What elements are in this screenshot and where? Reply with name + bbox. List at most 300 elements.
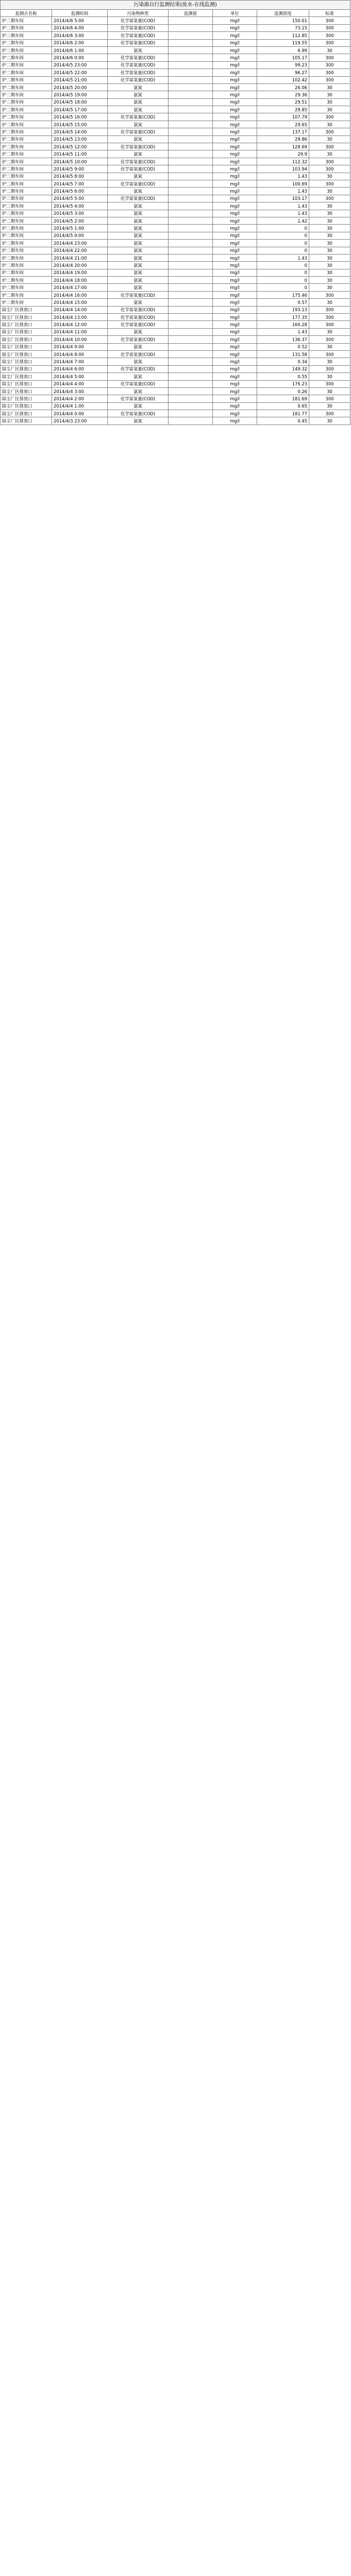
table-body [1, 17, 350, 425]
cell-concentration: 181.69 [257, 395, 309, 402]
cell-time: 2014/4/4 3:00 [52, 387, 108, 395]
cell-standard: 300 [309, 76, 350, 83]
cell-pollutant: 氨氮 [108, 402, 169, 410]
cell-time: 2014/4/4 2:00 [52, 395, 108, 402]
cell-value [169, 387, 213, 395]
cell-point: 炉二期车间 [1, 128, 52, 135]
cell-pollutant: 化学需氧量(COD) [108, 113, 169, 121]
cell-concentration: 29.36 [257, 91, 309, 98]
cell-concentration: 1.43 [257, 173, 309, 180]
cell-standard: 30 [309, 262, 350, 269]
cell-standard: 30 [309, 373, 350, 380]
cell-value [169, 17, 213, 24]
cell-pollutant: 化学需氧量(COD) [108, 350, 169, 358]
cell-pollutant: 氨氮 [108, 225, 169, 232]
table-row [1, 32, 350, 39]
cell-time: 2014/4/4 14:00 [52, 306, 108, 313]
table-row [1, 328, 350, 335]
cell-value [169, 98, 213, 106]
cell-time: 2014/4/5 2:00 [52, 217, 108, 224]
monitoring-table [0, 0, 350, 425]
cell-time: 2014/4/6 3:00 [52, 32, 108, 39]
cell-unit: mg/l [213, 277, 257, 284]
cell-pollutant: 氨氮 [108, 387, 169, 395]
cell-time: 2014/4/5 1:00 [52, 225, 108, 232]
cell-value [169, 314, 213, 321]
table-row [1, 46, 350, 54]
cell-unit: mg/l [213, 135, 257, 143]
cell-value [169, 113, 213, 121]
cell-pollutant: 氨氮 [108, 188, 169, 195]
cell-point: 炉二期车间 [1, 195, 52, 202]
cell-value [169, 210, 213, 217]
cell-standard: 30 [309, 225, 350, 232]
cell-concentration: 0 [257, 247, 309, 254]
cell-pollutant: 氨氮 [108, 106, 169, 113]
table-row [1, 336, 350, 343]
cell-unit: mg/l [213, 32, 257, 39]
cell-pollutant: 化学需氧量(COD) [108, 39, 169, 46]
cell-time: 2014/4/4 12:00 [52, 321, 108, 328]
cell-unit: mg/l [213, 24, 257, 31]
cell-time: 2014/4/3 23:00 [52, 417, 108, 425]
cell-value [169, 106, 213, 113]
cell-point: 除尘厂区排放口 [1, 321, 52, 328]
cell-point: 炉二期车间 [1, 54, 52, 61]
cell-standard: 300 [309, 291, 350, 298]
table-row [1, 98, 350, 106]
table-row [1, 291, 350, 298]
cell-value [169, 262, 213, 269]
cell-concentration: 137.17 [257, 128, 309, 135]
cell-point: 炉二期车间 [1, 69, 52, 76]
cell-concentration: 0.45 [257, 417, 309, 425]
cell-pollutant: 氨氮 [108, 284, 169, 291]
cell-concentration: 29.65 [257, 121, 309, 128]
cell-point: 除尘厂区排放口 [1, 387, 52, 395]
cell-standard: 30 [309, 328, 350, 335]
cell-concentration: 103.94 [257, 165, 309, 173]
cell-concentration: 100.69 [257, 180, 309, 187]
cell-point: 炉二期车间 [1, 247, 52, 254]
cell-unit: mg/l [213, 210, 257, 217]
cell-value [169, 358, 213, 365]
cell-value [169, 365, 213, 372]
cell-concentration: 0 [257, 232, 309, 239]
table-row [1, 135, 350, 143]
cell-standard: 30 [309, 277, 350, 284]
table-row [1, 277, 350, 284]
cell-time: 2014/4/5 16:00 [52, 113, 108, 121]
cell-unit: mg/l [213, 121, 257, 128]
cell-unit: mg/l [213, 232, 257, 239]
cell-pollutant: 氨氮 [108, 262, 169, 269]
cell-unit: mg/l [213, 188, 257, 195]
cell-unit: mg/l [213, 417, 257, 425]
cell-time: 2014/4/6 2:00 [52, 39, 108, 46]
cell-unit: mg/l [213, 91, 257, 98]
cell-value [169, 188, 213, 195]
cell-point: 炉二期车间 [1, 158, 52, 165]
cell-concentration: 1.43 [257, 328, 309, 335]
cell-concentration: 0 [257, 269, 309, 276]
cell-value [169, 69, 213, 76]
cell-time: 2014/4/5 6:00 [52, 188, 108, 195]
cell-unit: mg/l [213, 358, 257, 365]
cell-time: 2014/4/4 21:00 [52, 254, 108, 261]
cell-pollutant: 氨氮 [108, 150, 169, 158]
cell-point: 炉二期车间 [1, 135, 52, 143]
cell-pollutant: 化学需氧量(COD) [108, 336, 169, 343]
cell-unit: mg/l [213, 202, 257, 210]
cell-time: 2014/4/4 23:00 [52, 240, 108, 247]
cell-concentration: 0 [257, 277, 309, 284]
cell-time: 2014/4/4 0:00 [52, 410, 108, 417]
cell-unit: mg/l [213, 165, 257, 173]
cell-concentration: 150.01 [257, 17, 309, 24]
cell-standard: 30 [309, 417, 350, 425]
cell-value [169, 254, 213, 261]
cell-pollutant: 氨氮 [108, 46, 169, 54]
cell-point: 除尘厂区排放口 [1, 350, 52, 358]
cell-time: 2014/4/4 20:00 [52, 262, 108, 269]
cell-value [169, 247, 213, 254]
table-row [1, 76, 350, 83]
cell-time: 2014/4/4 1:00 [52, 402, 108, 410]
cell-standard: 30 [309, 232, 350, 239]
column-header-point: 监测点名称 [1, 10, 52, 17]
cell-time: 2014/4/5 19:00 [52, 91, 108, 98]
cell-unit: mg/l [213, 373, 257, 380]
cell-standard: 300 [309, 180, 350, 187]
cell-standard: 300 [309, 143, 350, 150]
cell-concentration: 0.52 [257, 343, 309, 350]
table-row [1, 202, 350, 210]
cell-standard: 300 [309, 314, 350, 321]
cell-value [169, 150, 213, 158]
cell-unit: mg/l [213, 247, 257, 254]
cell-point: 炉二期车间 [1, 76, 52, 83]
cell-value [169, 306, 213, 313]
cell-time: 2014/4/4 17:00 [52, 284, 108, 291]
cell-point: 炉二期车间 [1, 165, 52, 173]
table-row [1, 232, 350, 239]
cell-standard: 30 [309, 91, 350, 98]
cell-unit: mg/l [213, 46, 257, 54]
cell-standard: 30 [309, 269, 350, 276]
header-row [1, 10, 350, 17]
cell-unit: mg/l [213, 306, 257, 313]
cell-standard: 300 [309, 306, 350, 313]
cell-concentration: 73.15 [257, 24, 309, 31]
cell-concentration: 107.79 [257, 113, 309, 121]
cell-pollutant: 氨氮 [108, 343, 169, 350]
cell-value [169, 225, 213, 232]
cell-concentration: 1.42 [257, 217, 309, 224]
cell-concentration: 128.69 [257, 143, 309, 150]
cell-pollutant: 氨氮 [108, 358, 169, 365]
cell-time: 2014/4/5 5:00 [52, 195, 108, 202]
cell-unit: mg/l [213, 173, 257, 180]
cell-unit: mg/l [213, 262, 257, 269]
cell-unit: mg/l [213, 195, 257, 202]
cell-pollutant: 化学需氧量(COD) [108, 314, 169, 321]
cell-time: 2014/4/5 13:00 [52, 135, 108, 143]
cell-time: 2014/4/4 7:00 [52, 358, 108, 365]
cell-concentration: 29.85 [257, 106, 309, 113]
cell-time: 2014/4/4 11:00 [52, 328, 108, 335]
cell-point: 除尘厂区排放口 [1, 358, 52, 365]
cell-value [169, 54, 213, 61]
cell-point: 炉二期车间 [1, 188, 52, 195]
cell-concentration: 102.42 [257, 76, 309, 83]
cell-time: 2014/4/4 8:00 [52, 350, 108, 358]
cell-pollutant: 化学需氧量(COD) [108, 321, 169, 328]
table-row [1, 188, 350, 195]
cell-standard: 30 [309, 402, 350, 410]
cell-unit: mg/l [213, 83, 257, 91]
cell-pollutant: 化学需氧量(COD) [108, 180, 169, 187]
cell-concentration: 0.34 [257, 358, 309, 365]
column-header-concentration: 监测浓度 [257, 10, 309, 17]
cell-time: 2014/4/4 19:00 [52, 269, 108, 276]
cell-point: 除尘厂区排放口 [1, 314, 52, 321]
cell-standard: 30 [309, 240, 350, 247]
table-row [1, 350, 350, 358]
cell-concentration: 0 [257, 262, 309, 269]
table-row [1, 262, 350, 269]
cell-pollutant: 氨氮 [108, 83, 169, 91]
table-row [1, 54, 350, 61]
table-row [1, 217, 350, 224]
cell-standard: 300 [309, 17, 350, 24]
cell-value [169, 165, 213, 173]
table-row [1, 225, 350, 232]
cell-time: 2014/4/4 18:00 [52, 277, 108, 284]
cell-concentration: 103.17 [257, 195, 309, 202]
cell-point: 炉二期车间 [1, 173, 52, 180]
cell-standard: 300 [309, 336, 350, 343]
cell-pollutant: 化学需氧量(COD) [108, 365, 169, 372]
cell-time: 2014/4/6 0:00 [52, 54, 108, 61]
cell-standard: 30 [309, 150, 350, 158]
cell-unit: mg/l [213, 17, 257, 24]
cell-pollutant: 化学需氧量(COD) [108, 380, 169, 387]
cell-time: 2014/4/5 4:00 [52, 202, 108, 210]
table-row [1, 321, 350, 328]
cell-unit: mg/l [213, 402, 257, 410]
cell-standard: 30 [309, 202, 350, 210]
table-row [1, 314, 350, 321]
cell-time: 2014/4/4 10:00 [52, 336, 108, 343]
cell-unit: mg/l [213, 150, 257, 158]
table-row [1, 410, 350, 417]
cell-time: 2014/4/6 4:00 [52, 24, 108, 31]
cell-value [169, 143, 213, 150]
cell-concentration: 29.86 [257, 135, 309, 143]
cell-standard: 30 [309, 299, 350, 306]
cell-concentration: 136.37 [257, 336, 309, 343]
cell-concentration: 112.85 [257, 32, 309, 39]
table-row [1, 24, 350, 31]
cell-concentration: 0 [257, 225, 309, 232]
cell-pollutant: 化学需氧量(COD) [108, 17, 169, 24]
cell-unit: mg/l [213, 284, 257, 291]
cell-unit: mg/l [213, 180, 257, 187]
cell-standard: 30 [309, 188, 350, 195]
cell-unit: mg/l [213, 365, 257, 372]
cell-value [169, 202, 213, 210]
cell-point: 除尘厂区排放口 [1, 365, 52, 372]
cell-value [169, 373, 213, 380]
table-row [1, 254, 350, 261]
cell-value [169, 83, 213, 91]
cell-point: 炉二期车间 [1, 232, 52, 239]
cell-value [169, 269, 213, 276]
cell-value [169, 328, 213, 335]
cell-time: 2014/4/5 9:00 [52, 165, 108, 173]
cell-value [169, 76, 213, 83]
cell-standard: 30 [309, 135, 350, 143]
cell-point: 炉二期车间 [1, 24, 52, 31]
cell-standard: 300 [309, 54, 350, 61]
cell-standard: 30 [309, 98, 350, 106]
cell-standard: 30 [309, 173, 350, 180]
cell-time: 2014/4/5 23:00 [52, 61, 108, 69]
cell-value [169, 232, 213, 239]
cell-standard: 30 [309, 254, 350, 261]
cell-point: 除尘厂区排放口 [1, 343, 52, 350]
cell-concentration: 29.9 [257, 150, 309, 158]
cell-standard: 30 [309, 210, 350, 217]
title-row [1, 1, 350, 10]
cell-unit: mg/l [213, 395, 257, 402]
cell-concentration: 0 [257, 240, 309, 247]
cell-pollutant: 化学需氧量(COD) [108, 32, 169, 39]
cell-point: 炉二期车间 [1, 240, 52, 247]
cell-unit: mg/l [213, 269, 257, 276]
cell-unit: mg/l [213, 240, 257, 247]
cell-standard: 300 [309, 158, 350, 165]
table-row [1, 69, 350, 76]
cell-standard: 30 [309, 358, 350, 365]
cell-time: 2014/4/4 5:00 [52, 373, 108, 380]
cell-standard: 300 [309, 39, 350, 46]
table-row [1, 299, 350, 306]
cell-time: 2014/4/5 18:00 [52, 98, 108, 106]
cell-pollutant: 氨氮 [108, 217, 169, 224]
cell-pollutant: 氨氮 [108, 328, 169, 335]
cell-value [169, 336, 213, 343]
table-row [1, 17, 350, 24]
cell-pollutant: 氨氮 [108, 91, 169, 98]
cell-standard: 30 [309, 46, 350, 54]
cell-pollutant: 化学需氧量(COD) [108, 195, 169, 202]
cell-time: 2014/4/5 21:00 [52, 76, 108, 83]
cell-point: 除尘厂区排放口 [1, 417, 52, 425]
cell-time: 2014/4/4 16:00 [52, 291, 108, 298]
cell-time: 2014/4/4 6:00 [52, 365, 108, 372]
cell-standard: 300 [309, 195, 350, 202]
cell-concentration: 119.55 [257, 39, 309, 46]
cell-value [169, 135, 213, 143]
cell-value [169, 299, 213, 306]
table-row [1, 61, 350, 69]
cell-value [169, 240, 213, 247]
table-row [1, 128, 350, 135]
cell-pollutant: 氨氮 [108, 232, 169, 239]
cell-point: 炉二期车间 [1, 225, 52, 232]
cell-standard: 300 [309, 128, 350, 135]
cell-unit: mg/l [213, 350, 257, 358]
column-header-value: 监测值 [169, 10, 213, 17]
cell-standard: 300 [309, 321, 350, 328]
cell-concentration: 1.43 [257, 210, 309, 217]
cell-unit: mg/l [213, 410, 257, 417]
cell-concentration: 96.27 [257, 69, 309, 76]
cell-point: 炉二期车间 [1, 150, 52, 158]
cell-standard: 300 [309, 165, 350, 173]
table-row [1, 387, 350, 395]
cell-unit: mg/l [213, 98, 257, 106]
cell-concentration: 177.35 [257, 314, 309, 321]
table-row [1, 143, 350, 150]
cell-point: 除尘厂区排放口 [1, 402, 52, 410]
table-row [1, 113, 350, 121]
cell-standard: 300 [309, 69, 350, 76]
cell-pollutant: 氨氮 [108, 254, 169, 261]
column-header-unit: 单位 [213, 10, 257, 17]
cell-concentration: 176.23 [257, 380, 309, 387]
table-row [1, 158, 350, 165]
cell-unit: mg/l [213, 314, 257, 321]
cell-concentration: 26.06 [257, 83, 309, 91]
cell-value [169, 395, 213, 402]
cell-point: 炉二期车间 [1, 210, 52, 217]
table-row [1, 365, 350, 372]
cell-pollutant: 氨氮 [108, 210, 169, 217]
cell-time: 2014/4/6 5:00 [52, 17, 108, 24]
cell-time: 2014/4/5 7:00 [52, 180, 108, 187]
cell-value [169, 291, 213, 298]
cell-value [169, 91, 213, 98]
cell-unit: mg/l [213, 291, 257, 298]
cell-unit: mg/l [213, 128, 257, 135]
cell-pollutant: 氨氮 [108, 417, 169, 425]
cell-concentration: 1.43 [257, 254, 309, 261]
table-row [1, 417, 350, 425]
cell-value [169, 158, 213, 165]
cell-concentration: 0.26 [257, 387, 309, 395]
cell-concentration: 99.23 [257, 61, 309, 69]
cell-concentration: 149.32 [257, 365, 309, 372]
cell-unit: mg/l [213, 39, 257, 46]
cell-point: 炉二期车间 [1, 61, 52, 69]
cell-pollutant: 化学需氧量(COD) [108, 128, 169, 135]
cell-time: 2014/4/4 22:00 [52, 247, 108, 254]
cell-standard: 300 [309, 61, 350, 69]
cell-unit: mg/l [213, 299, 257, 306]
cell-pollutant: 氨氮 [108, 98, 169, 106]
cell-standard: 30 [309, 83, 350, 91]
cell-time: 2014/4/5 8:00 [52, 173, 108, 180]
cell-value [169, 350, 213, 358]
cell-time: 2014/4/5 22:00 [52, 69, 108, 76]
cell-unit: mg/l [213, 387, 257, 395]
cell-unit: mg/l [213, 217, 257, 224]
cell-concentration: 0 [257, 284, 309, 291]
cell-value [169, 128, 213, 135]
